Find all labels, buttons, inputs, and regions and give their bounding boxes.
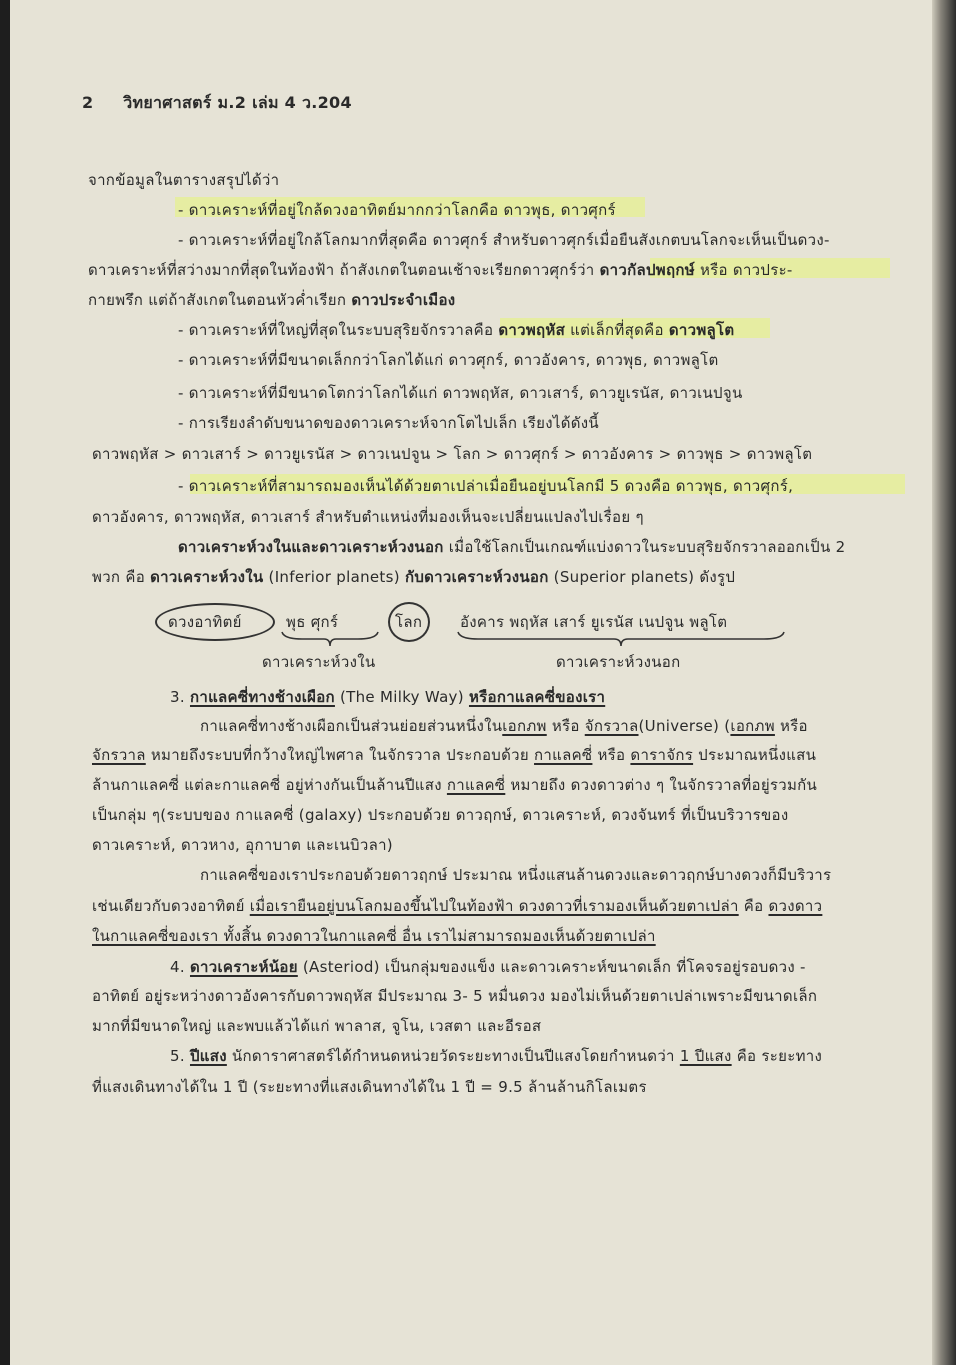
text: หรือ	[546, 717, 585, 735]
term-underlined: กาแลคซี่	[446, 776, 506, 794]
asteroid-l1	[170, 957, 806, 977]
text: คือ	[738, 897, 769, 915]
section-number: 3.	[170, 688, 190, 706]
diagram-outer-planets: อังคาร พฤหัส เสาร์ ยูเรนัส เนปจูน พลูโต	[460, 613, 728, 631]
milky-way-p2-l2	[92, 896, 822, 916]
text: (The Milky Way)	[334, 688, 469, 706]
text: ดาวเคราะห์ที่สว่างมากที่สุดในท้องฟ้า ถ้าสังเกตในตอนเช้าจะเรียกดาวศุกร์ว่า	[88, 261, 600, 279]
text: หรือ	[774, 717, 808, 735]
text: - ดาวเคราะห์ที่ใหญ่ที่สุดในระบบสุริยจักรวาลคือ	[178, 321, 499, 339]
term-bold: ดาวเคราะห์น้อย	[189, 958, 298, 976]
bullet-size-order: - การเรียงลำดับขนาดของดาวเคราะห์จากโตไปเล็ก เรียงได้ดังนี้	[178, 414, 599, 432]
bullet-largest-smallest	[178, 320, 734, 340]
text: ประมาณหนึ่งแสน	[693, 746, 817, 764]
term-underlined: จักรวาล	[584, 717, 639, 735]
size-order-sequence: ดาวพฤหัส > ดาวเสาร์ > ดาวยูเรนัส > ดาวเนปจูน > โลก > ดาวศุกร์ > ดาวอังคาร > ดาวพุธ > ดาวพลูโต	[92, 445, 813, 463]
milky-way-p2-l1: กาแลคซี่ของเราประกอบด้วยดาวฤกษ์ ประมาณ หนึ่งแสนล้านดวงและดาวฤกษ์บางดวงก็มีบริวาร	[200, 866, 832, 884]
asteroid-l3: มากที่มีขนาดใหญ่ และพบแล้วได้แก่ พาลาส, จูโน, เวสตา และอีรอส	[92, 1017, 542, 1035]
inner-outer-line1	[178, 537, 845, 557]
term-underlined: เอกภพ	[730, 717, 775, 735]
diagram-sun: ดวงอาทิตย์	[168, 613, 242, 631]
section-number: 5.	[170, 1047, 190, 1065]
milky-way-p1-l5: ดาวเคราะห์, ดาวหาง, อุกาบาต และเนบิวลา)	[92, 836, 393, 854]
milky-way-p1-l3	[92, 775, 817, 795]
bullet-venus-evening	[88, 290, 455, 310]
milky-way-p1-l4: เป็นกลุ่ม ๆ(ระบบของ กาแลคซี่ (galaxy) ประกอบด้วย ดาวฤกษ์, ดาวเคราะห์, ดวงจันทร์ ที่เป็นบริวารของ	[92, 806, 789, 824]
text: หรือ	[592, 746, 631, 764]
header	[82, 93, 352, 113]
diagram-inner-planets: พุธ ศุกร์	[286, 613, 339, 631]
light-year-l1	[170, 1046, 822, 1066]
term-underlined: ในกาแลคซี่ของเรา ทั้งสิ้น ดวงดาวในกาแลคซี่ อื่น เราไม่สามารถมองเห็นด้วยตาเปล่า	[92, 927, 656, 945]
text: หมายถึงระบบที่กว้างใหญ่ไพศาล ในจักรวาล ประกอบด้วย	[145, 746, 535, 764]
milky-way-p2-l3	[92, 926, 656, 946]
bullet-closer-to-sun: - ดาวเคราะห์ที่อยู่ใกล้ดวงอาทิตย์มากกว่าโลกคือ ดาวพุธ, ดาวศุกร์	[178, 201, 616, 219]
bullet-venus-morning	[88, 260, 793, 280]
diagram-inner-label: ดาวเคราะห์วงใน	[262, 653, 376, 671]
milky-way-p1-l1	[200, 716, 808, 736]
text: (Superior planets) ดังรูป	[548, 568, 736, 586]
bullet-visible-planets-cont: ดาวอังคาร, ดาวพฤหัส, ดาวเสาร์ สำหรับตำแหน่งที่มองเห็นจะเปลี่ยนแปลงไปเรื่อย ๆ	[92, 508, 644, 526]
milky-way-p1-l2	[92, 745, 816, 765]
diagram-outer-label: ดาวเคราะห์วงนอก	[556, 653, 681, 671]
text: นักดาราศาสตร์ได้กำหนดหน่วยวัดระยะทางเป็นปีแสงโดยกำหนดว่า	[226, 1047, 680, 1065]
text: พวก คือ	[92, 568, 151, 586]
intro-text: จากข้อมูลในตารางสรุปได้ว่า	[88, 171, 280, 189]
page-number: 2	[82, 93, 94, 112]
bullet-smaller-than-earth: - ดาวเคราะห์ที่มีขนาดเล็กกว่าโลกได้แก่ ดาวศุกร์, ดาวอังคาร, ดาวพุธ, ดาวพลูโต	[178, 351, 719, 369]
term-bold: ดาวกัลปพฤกษ์	[599, 261, 695, 279]
outer-brace	[456, 630, 786, 648]
term-bold: กับดาวเคราะห์วงนอก	[404, 568, 549, 586]
text: (Universe) (	[638, 717, 731, 735]
term-bold: ดาวพลูโต	[668, 321, 735, 339]
term-underlined: เมื่อเรายืนอยู่บนโลกมองขึ้นไปในท้องฟ้า ดวงดาวที่เรามองเห็นด้วยตาเปล่า	[249, 897, 739, 915]
term-bold: ดาวพฤหัส	[498, 321, 566, 339]
term-underlined: ดาราจักร	[630, 746, 694, 764]
inner-brace	[280, 630, 380, 648]
term-bold: ดาวเคราะห์วงในและดาวเคราะห์วงนอก	[178, 538, 444, 556]
text: ล้านกาแลคซี่ แต่ละกาแลคซี่ อยู่ห่างกันเป็นล้านปีแสง	[92, 776, 447, 794]
bullet-larger-than-earth: - ดาวเคราะห์ที่มีขนาดโตกว่าโลกได้แก่ ดาวพฤหัส, ดาวเสาร์, ดาวยูเรนัส, ดาวเนปจูน	[178, 384, 743, 402]
term-bold: กาแลคซี่ทางช้างเผือก	[189, 688, 335, 706]
section-number: 4.	[170, 958, 190, 976]
term-bold: ดาวเคราะห์วงใน	[150, 568, 264, 586]
term-underlined: ดวงดาว	[768, 897, 823, 915]
document-page	[10, 0, 932, 1365]
inner-outer-line2	[92, 567, 735, 587]
milky-way-heading	[170, 687, 605, 707]
text: เมื่อใช้โลกเป็นเกณฑ์แบ่งดาวในระบบสุริยจักรวาลออกเป็น 2	[443, 538, 846, 556]
bullet-visible-planets: - ดาวเคราะห์ที่สามารถมองเห็นได้ด้วยตาเปล่าเมื่อยืนอยู่บนโลกมี 5 ดวงคือ ดาวพุธ, ดาวศุกร์,	[178, 477, 794, 495]
term-underlined: กาแลคซี่	[534, 746, 593, 764]
bullet-closest-to-earth: - ดาวเคราะห์ที่อยู่ใกล้โลกมากที่สุดคือ ดาวศุกร์ สำหรับดาวศุกร์เมื่อยืนสังเกตบนโลกจะเห็นเป็นดวง-	[178, 231, 830, 249]
text: (Inferior planets)	[263, 568, 405, 586]
asteroid-l2: อาทิตย์ อยู่ระหว่างดาวอังคารกับดาวพฤหัส มีประมาณ 3- 5 หมื่นดวง มองไม่เห็นด้วยตาเปล่าเพราะมีขนาดเล็ก	[92, 987, 818, 1005]
term-underlined: เอกภพ	[502, 717, 547, 735]
text: กายพรึก แต่ถ้าสังเกตในตอนหัวค่ำเรียก	[88, 291, 352, 309]
term-bold: ดาวประจำเมือง	[351, 291, 456, 309]
text: หรือ ดาวประ-	[694, 261, 793, 279]
term-underlined: 1 ปีแสง	[679, 1047, 732, 1065]
text: (Asteriod) เป็นกลุ่มของแข็ง และดาวเคราะห์ขนาดเล็ก ที่โคจรอยู่รอบดวง -	[297, 958, 806, 976]
term-bold: ปีแสง	[189, 1047, 227, 1065]
page-edge-shadow	[932, 0, 956, 1365]
text: คือ ระยะทาง	[731, 1047, 823, 1065]
term-bold: หรือกาแลคซี่ของเรา	[468, 688, 606, 706]
page-header-title: วิทยาศาสตร์ ม.2 เล่ม 4 ว.204	[123, 93, 352, 112]
text: เช่นเดียวกับดวงอาทิตย์	[92, 897, 250, 915]
light-year-l2: ที่แสงเดินทางได้ใน 1 ปี (ระยะทางที่แสงเดินทางได้ใน 1 ปี = 9.5 ล้านล้านกิโลเมตร	[92, 1078, 647, 1096]
text: หมายถึง ดวงดาวต่าง ๆ ในจักรวาลที่อยู่รวมกัน	[505, 776, 818, 794]
term-underlined: จักรวาล	[92, 746, 146, 764]
diagram-earth: โลก	[395, 613, 423, 631]
text: กาแลคซี่ทางช้างเผือกเป็นส่วนย่อยส่วนหนึ่งใน	[200, 717, 503, 735]
text: แต่เล็กที่สุดคือ	[565, 321, 669, 339]
